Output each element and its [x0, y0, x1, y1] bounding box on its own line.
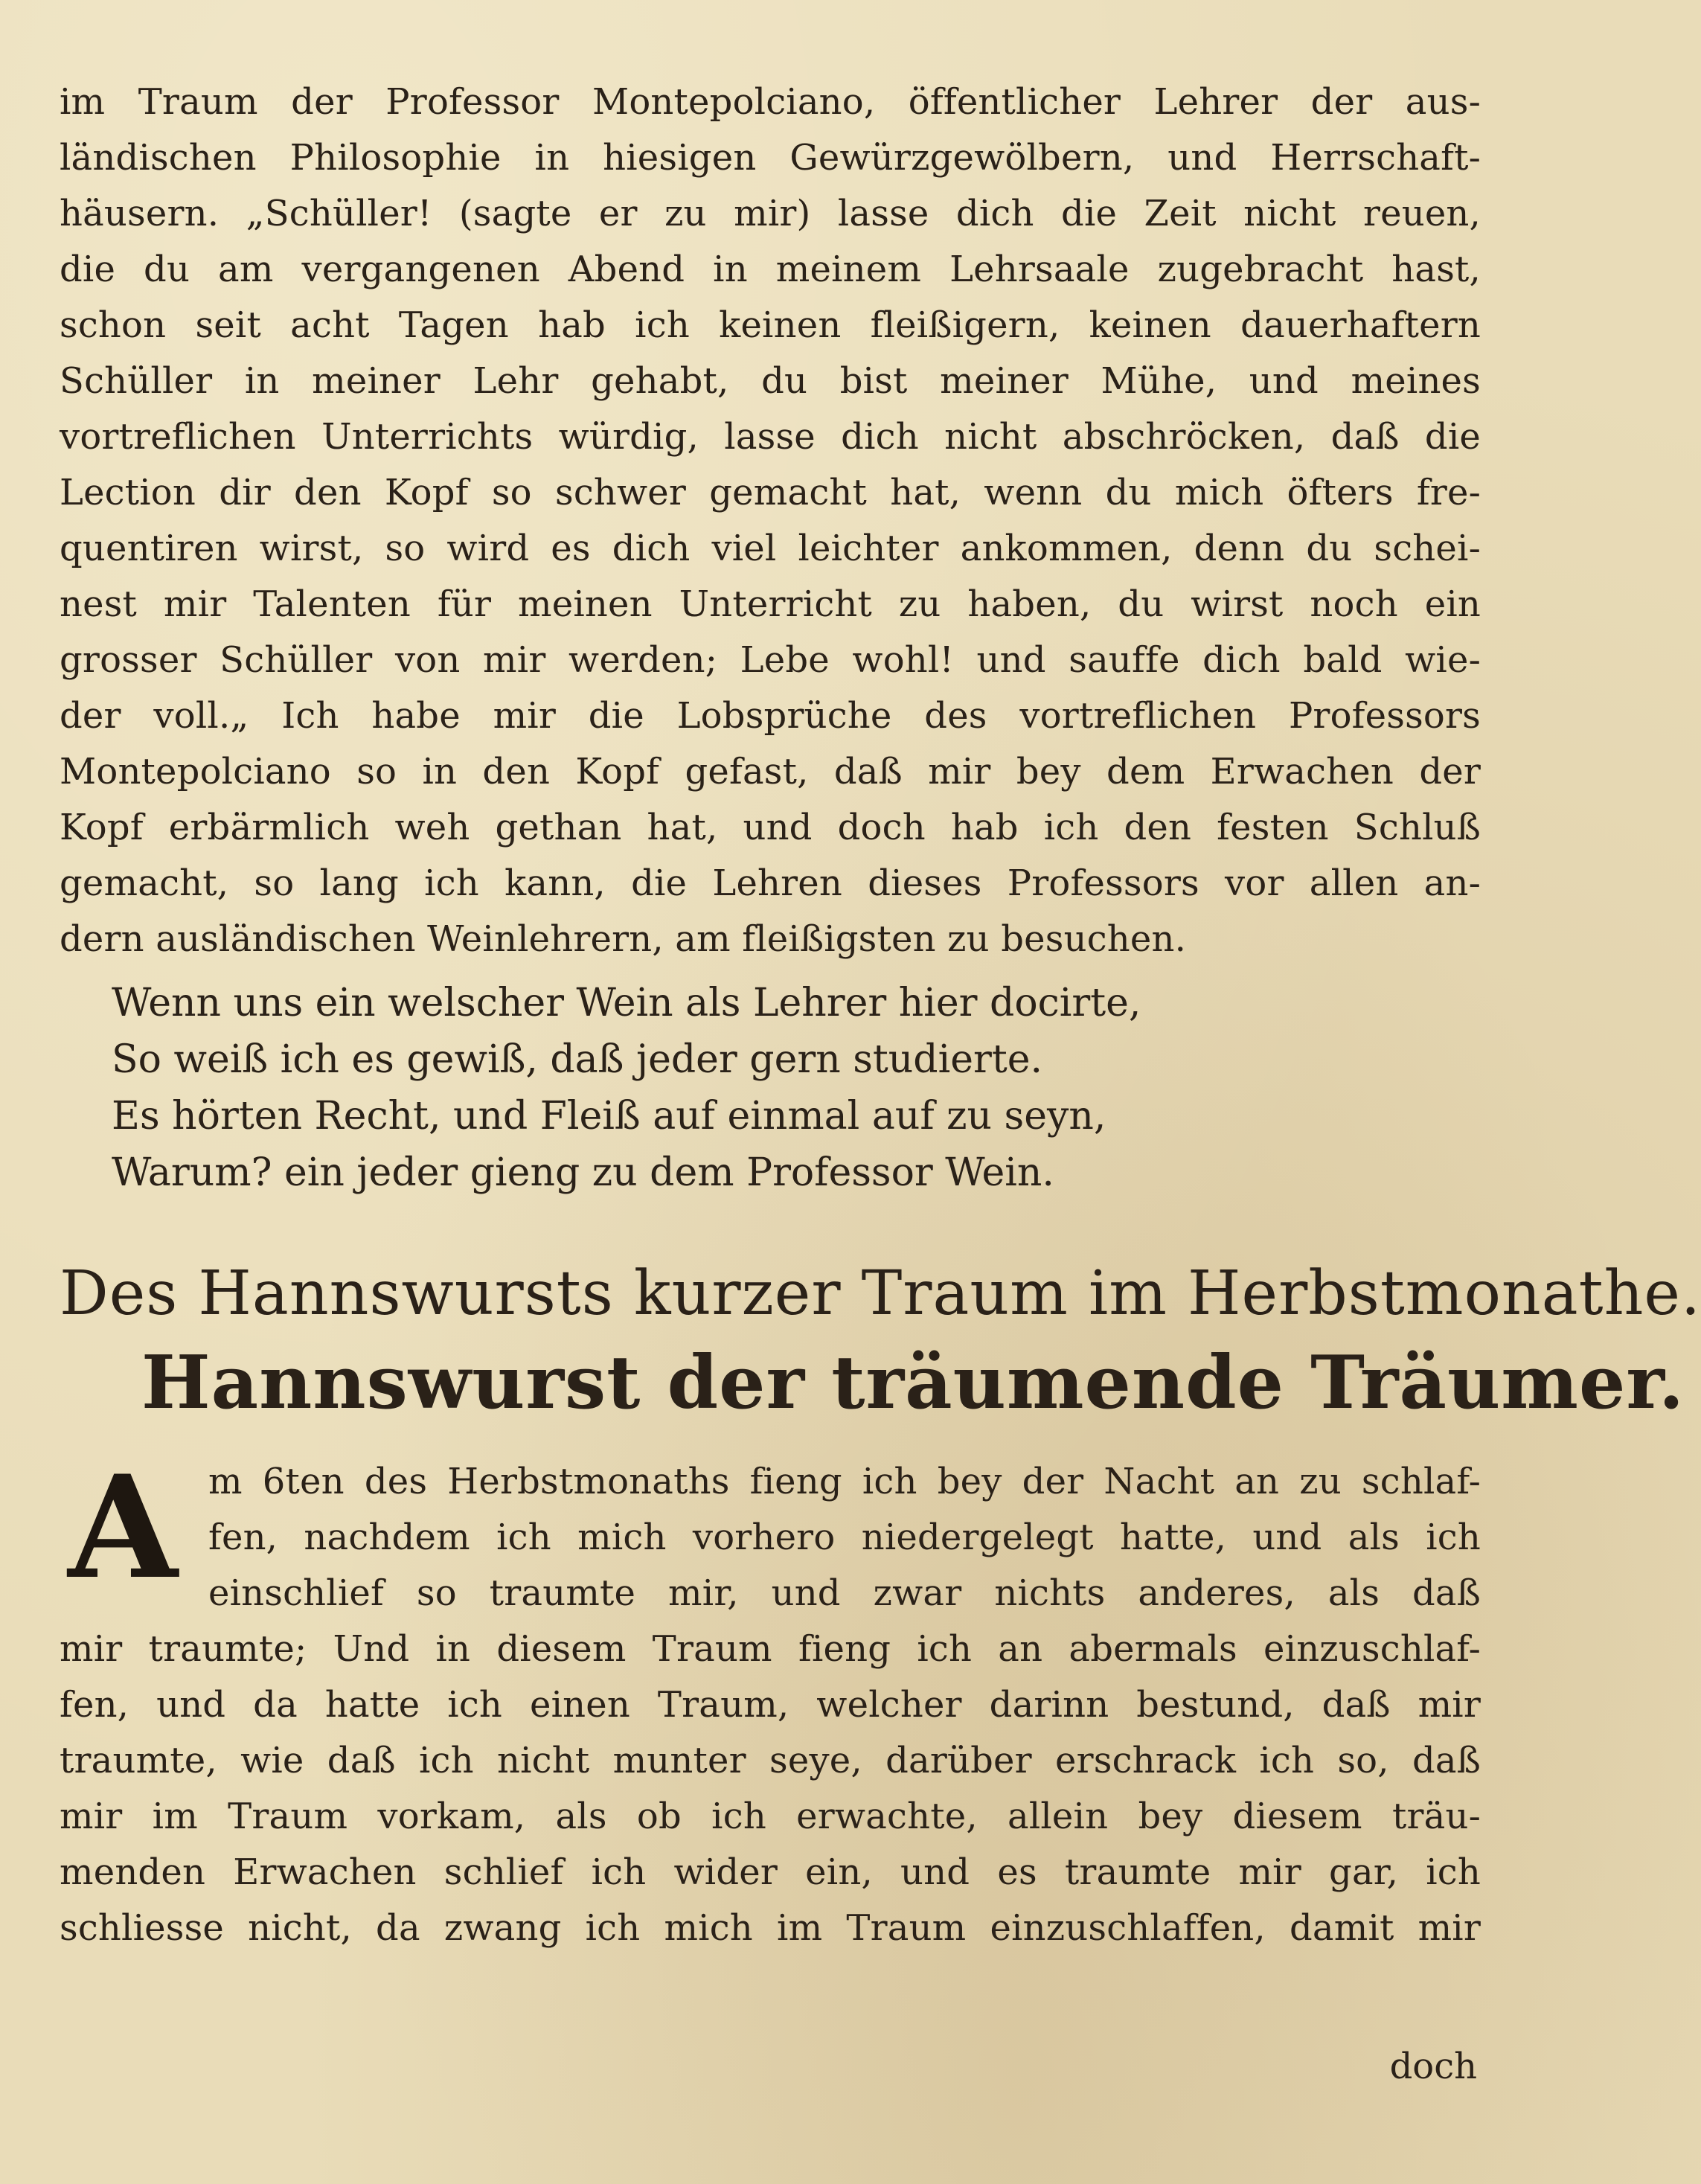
text-line: quentiren wirst, so wird es dich viel leichter ankommen, denn du schei-: [60, 528, 1481, 569]
text-line: schon seit acht Tagen hab ich keinen fleißigern, keinen dauerhaftern: [60, 304, 1481, 346]
text-line: fen, nachdem ich mich vorhero niedergelegt hatte, und als ich: [208, 1517, 1481, 1558]
page-text-block: [60, 74, 1701, 1956]
text-line: nest mir Talenten für meinen Unterricht zu haben, du wirst noch ein: [60, 583, 1481, 625]
verse-line: Wenn uns ein welscher Wein als Lehrer hier docirte,: [112, 981, 1141, 1025]
text-line: Lection dir den Kopf so schwer gemacht hat, wenn du mich öfters fre-: [60, 472, 1481, 513]
text-line: der voll.„ Ich habe mir die Lobsprüche des vortreflichen Professors: [60, 695, 1481, 737]
text-line: schliesse nicht, da zwang ich mich im Traum einzuschlaffen, damit mir: [60, 1907, 1481, 1949]
text-line: Kopf erbärmlich weh gethan hat, und doch hab ich den festen Schluß: [60, 807, 1481, 848]
dream-paragraph: [60, 1444, 1481, 1956]
text-line: Montepolciano so in den Kopf gefast, daß mir bey dem Erwachen der: [60, 751, 1481, 792]
text-line: vortreflichen Unterrichts würdig, lasse dich nicht abschröcken, daß die: [60, 416, 1481, 458]
text-line: ländischen Philosophie in hiesigen Gewürzgewölbern, und Herrschaft-: [60, 137, 1481, 179]
text-line: häusern. „Schüller! (sagte er zu mir) lasse dich die Zeit nicht reuen,: [60, 193, 1481, 234]
text-line: gemacht, so lang ich kann, die Lehren dieses Professors vor allen an-: [60, 862, 1481, 904]
text-line: grosser Schüller von mir werden; Lebe wohl! und sauffe dich bald wie-: [60, 639, 1481, 681]
catchword: doch: [1389, 2046, 1477, 2087]
text-line: fen, und da hatte ich einen Traum, welcher darinn bestund, daß mir: [60, 1684, 1481, 1726]
text-line: dern ausländischen Weinlehrern, am fleißigsten zu besuchen.: [60, 918, 1187, 960]
text-line: m 6ten des Herbstmonaths fieng ich bey der Nacht an zu schlaf-: [208, 1461, 1481, 1502]
text-line: im Traum der Professor Montepolciano, öffentlicher Lehrer der aus-: [60, 81, 1481, 123]
text-line: die du am vergangenen Abend in meinem Lehrsaale zugebracht hast,: [60, 249, 1481, 290]
text-line: mir traumte; Und in diesem Traum fieng ich an abermals einzuschlaf-: [60, 1628, 1481, 1670]
verse-line: Warum? ein jeder gieng zu dem Professor Wein.: [112, 1150, 1054, 1195]
text-line: mir im Traum vorkam, als ob ich erwachte, allein bey diesem träu-: [60, 1796, 1481, 1837]
section-subheading: Hannswurst der träumende Träumer.: [141, 1340, 1685, 1426]
opening-paragraph: [60, 74, 1481, 967]
verse-line: Es hörten Recht, und Fleiß auf einmal auf zu seyn,: [112, 1094, 1106, 1139]
verse-stanza: [60, 975, 1481, 1201]
text-line: Schüller in meiner Lehr gehabt, du bist meiner Mühe, und meines: [60, 360, 1481, 402]
text-line: traumte, wie daß ich nicht munter seye, darüber erschrack ich so, daß: [60, 1740, 1481, 1781]
text-line: einschlief so traumte mir, und zwar nichts anderes, als daß: [208, 1572, 1481, 1614]
drop-cap: A: [68, 1444, 178, 1610]
text-line: menden Erwachen schlief ich wider ein, und es traumte mir gar, ich: [60, 1851, 1481, 1893]
section-heading: Des Hannswursts kurzer Traum im Herbstmonathe.: [60, 1258, 1701, 1329]
verse-line: So weiß ich es gewiß, daß jeder gern studierte.: [112, 1037, 1043, 1082]
